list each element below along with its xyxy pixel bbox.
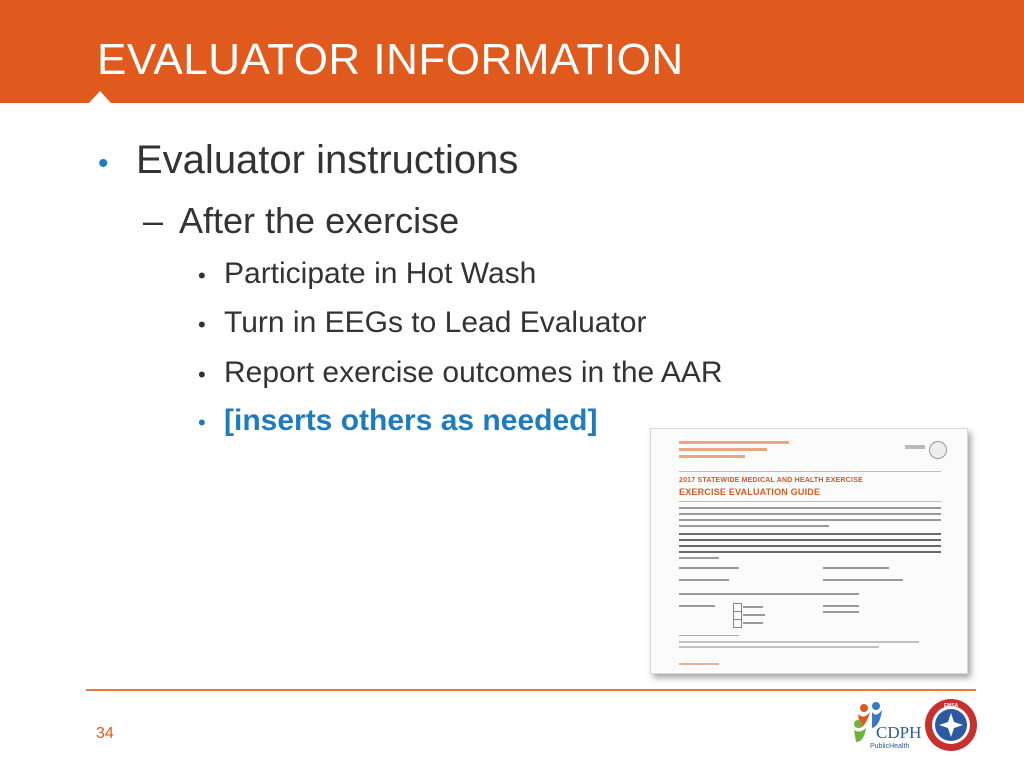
doc-logo-text <box>905 445 925 449</box>
cdph-figure-head-green <box>854 720 862 728</box>
doc-text-line <box>679 525 829 527</box>
bullet-level-3 <box>198 306 646 340</box>
doc-seal-icon <box>929 441 947 459</box>
bullet-text: Evaluator instructions <box>136 138 519 182</box>
doc-field-line <box>823 567 889 569</box>
doc-footnote-line <box>679 641 919 643</box>
doc-text-line <box>679 507 941 509</box>
doc-field-line <box>743 622 763 624</box>
bullet-level-1 <box>98 138 518 183</box>
doc-rule <box>679 471 941 472</box>
bullet-marker: • <box>198 362 206 387</box>
cdph-logo <box>850 698 922 752</box>
cdph-figure-head-orange <box>860 704 868 712</box>
bullet-level-3-highlight <box>198 404 597 438</box>
doc-field-line <box>823 611 859 613</box>
doc-field-line <box>679 605 715 607</box>
dash-marker: – <box>143 200 164 241</box>
doc-rule <box>679 501 941 502</box>
bullet-marker: • <box>198 410 206 435</box>
doc-text-line <box>679 519 941 521</box>
document-thumbnail <box>650 428 968 674</box>
title-notch <box>89 91 111 103</box>
doc-checkbox <box>733 619 742 628</box>
bullet-marker: • <box>98 147 109 180</box>
bullet-level-2 <box>143 200 459 242</box>
bullet-marker: • <box>198 263 206 288</box>
doc-footer-line <box>679 663 719 665</box>
bullet-text: Report exercise outcomes in the AAR <box>224 356 723 389</box>
bullet-marker: • <box>198 312 206 337</box>
doc-field-line <box>823 579 903 581</box>
cdph-figure-green <box>854 728 866 742</box>
doc-text-line <box>679 551 941 553</box>
bullet-text: Turn in EEGs to Lead Evaluator <box>224 306 647 339</box>
doc-field-line <box>679 579 729 581</box>
bullet-level-3 <box>198 257 536 291</box>
bullet-text-highlight: [inserts others as needed] <box>224 404 598 437</box>
doc-title: EXERCISE EVALUATION GUIDE <box>679 487 821 497</box>
footer-rule <box>86 689 976 691</box>
bullet-text: Participate in Hot Wash <box>224 257 537 290</box>
doc-subtitle: 2017 STATEWIDE MEDICAL AND HEALTH EXERCISE <box>679 477 863 484</box>
doc-rule <box>679 635 739 636</box>
doc-text-line <box>679 539 941 541</box>
bullet-level-3 <box>198 356 723 390</box>
doc-text-line <box>679 513 941 515</box>
emsa-label: EMSA <box>943 703 959 709</box>
doc-field-line <box>743 606 763 608</box>
emsa-seal-logo <box>924 698 978 752</box>
doc-field-line <box>743 614 765 616</box>
slide-title: EVALUATOR INFORMATION <box>97 35 684 84</box>
doc-text-line <box>679 545 941 547</box>
doc-footnote-line <box>679 646 879 648</box>
page-number: 34 <box>96 725 114 742</box>
bullet-text: After the exercise <box>179 200 460 241</box>
doc-field-line <box>823 605 859 607</box>
cdph-wordmark: CDPH <box>876 723 922 742</box>
title-bar <box>0 0 1024 103</box>
doc-text-line <box>679 533 941 535</box>
cdph-figure-head-blue <box>872 702 880 710</box>
doc-text-line <box>679 557 719 559</box>
doc-field-line <box>679 567 739 569</box>
doc-field-line <box>679 593 859 595</box>
cdph-tagline: PublicHealth <box>870 743 910 750</box>
doc-header-lines <box>679 441 789 462</box>
